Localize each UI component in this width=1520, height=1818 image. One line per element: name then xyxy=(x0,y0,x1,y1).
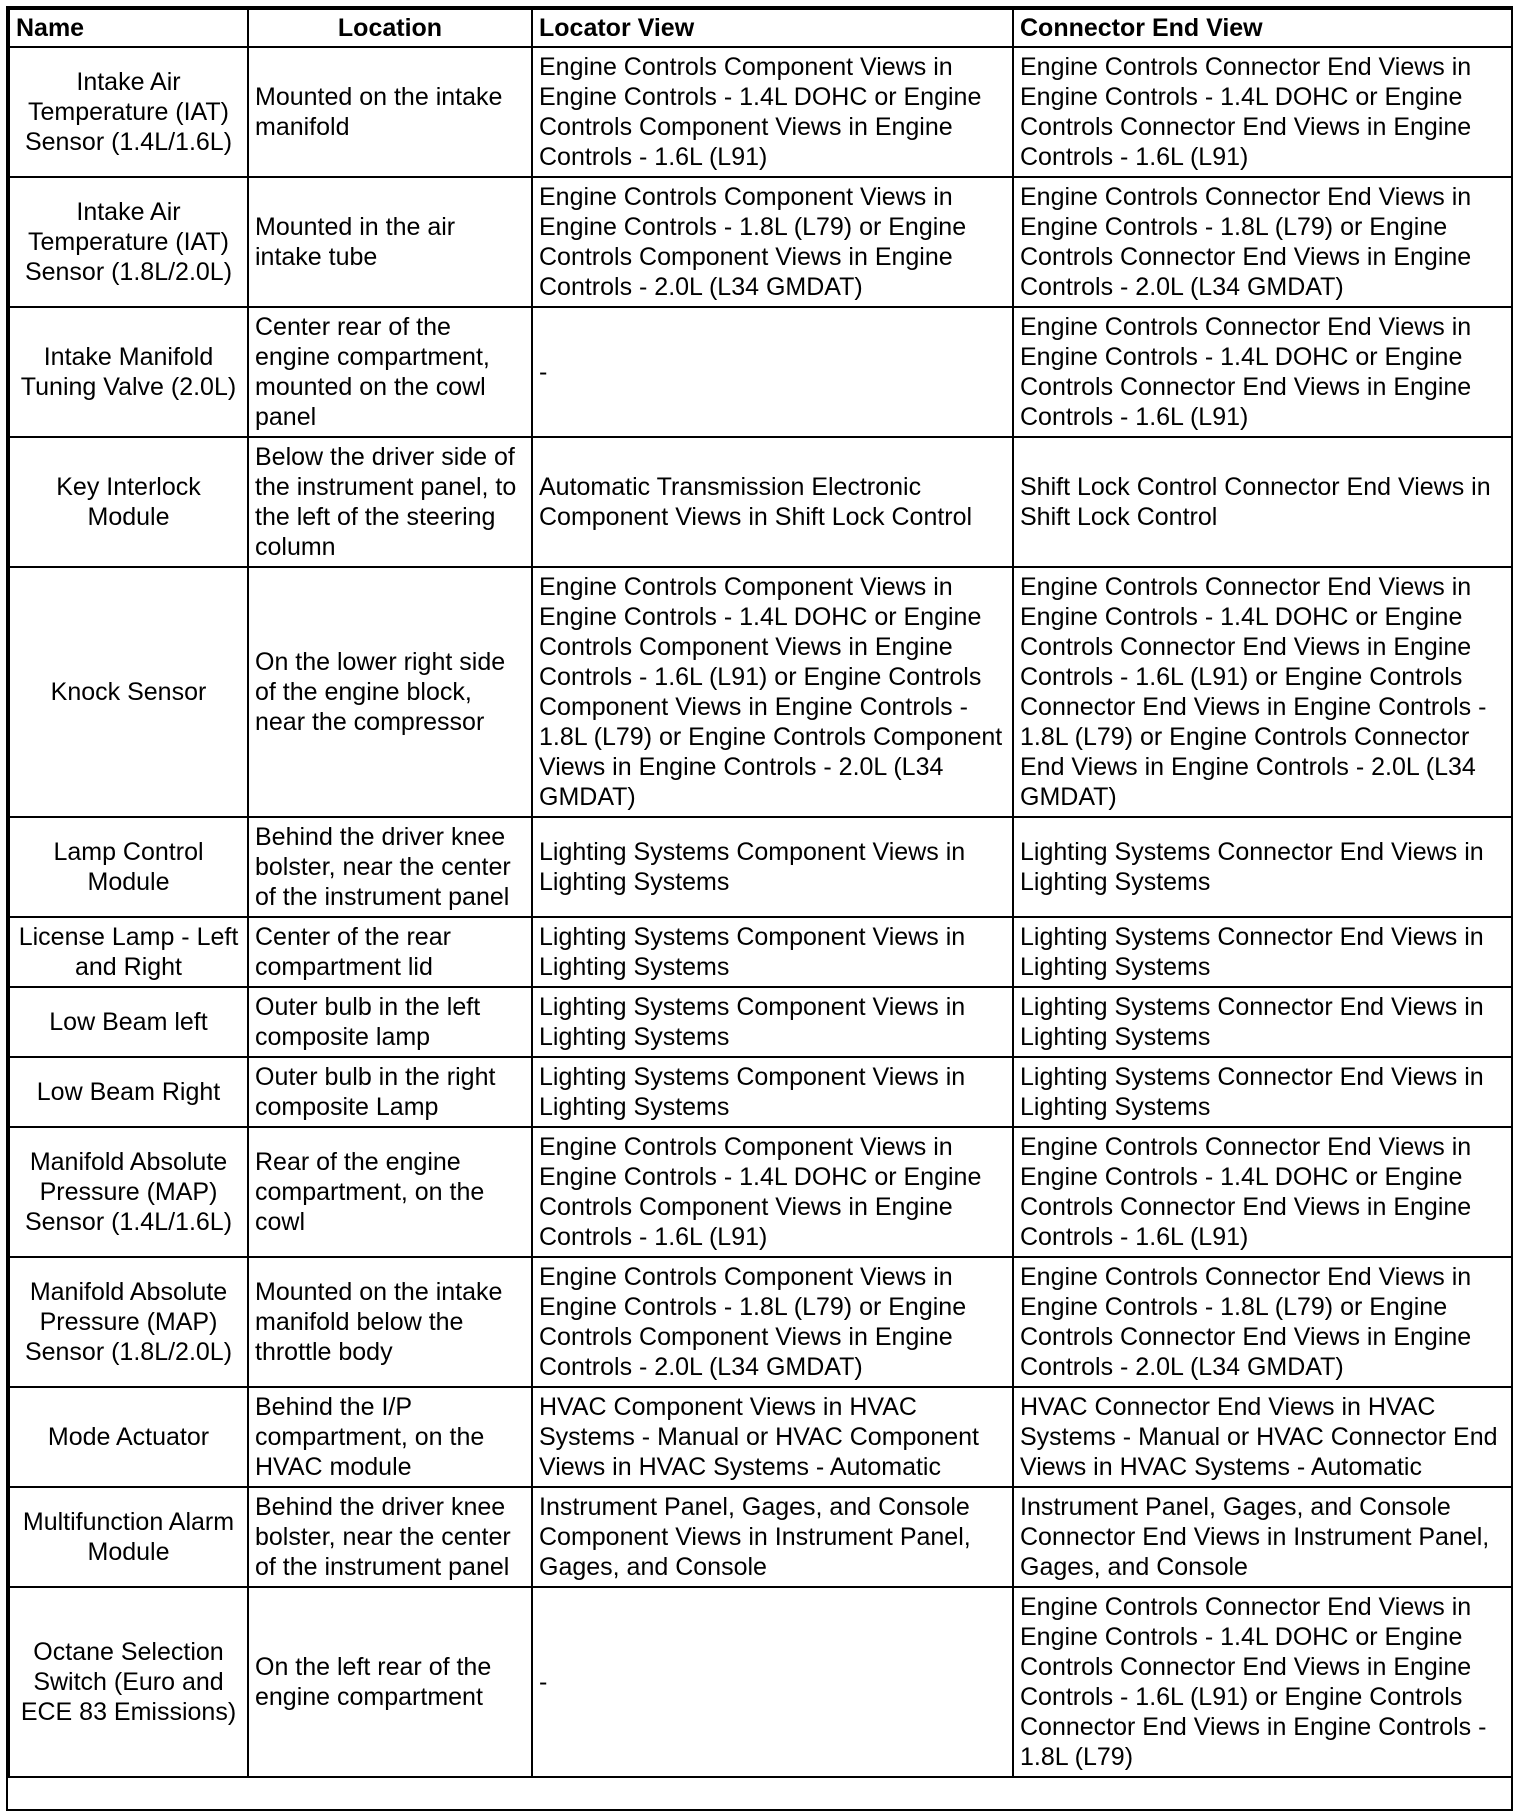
component-location: Mounted on the intake manifold xyxy=(248,47,532,177)
component-name: Low Beam left xyxy=(9,987,248,1057)
table-row xyxy=(9,1487,1512,1587)
component-location: Behind the driver knee bolster, near the center of the instrument panel xyxy=(248,817,532,917)
locator-view: Instrument Panel, Gages, and Console Component Views in Instrument Panel, Gages, and Console xyxy=(532,1487,1013,1587)
locator-view: Engine Controls Component Views in Engine Controls - 1.8L (L79) or Engine Controls Component Views in Engine Controls - 2.0L (L34 GMDAT) xyxy=(532,1257,1013,1387)
connector-end-view: Lighting Systems Connector End Views in Lighting Systems xyxy=(1013,987,1512,1057)
table-row xyxy=(9,1257,1512,1387)
table-header xyxy=(9,9,1512,47)
table-row xyxy=(9,567,1512,817)
table-row xyxy=(9,47,1512,177)
connector-end-view: Engine Controls Connector End Views in Engine Controls - 1.4L DOHC or Engine Controls Connector End Views in Engine Controls - 1.6L (L91) or Engine Controls Connector End Views in Engine Controls - 1.8L (L79) xyxy=(1013,1587,1512,1777)
table-row xyxy=(9,1587,1512,1777)
component-name: Manifold Absolute Pressure (MAP) Sensor (1.8L/2.0L) xyxy=(9,1257,248,1387)
table-row xyxy=(9,1057,1512,1127)
component-location: Outer bulb in the left composite lamp xyxy=(248,987,532,1057)
header-location: Location xyxy=(248,9,532,47)
component-location: Rear of the engine compartment, on the cowl xyxy=(248,1127,532,1257)
table-row xyxy=(9,987,1512,1057)
component-name: License Lamp - Left and Right xyxy=(9,917,248,987)
table-row xyxy=(9,917,1512,987)
table-row xyxy=(9,1387,1512,1487)
locator-view: Engine Controls Component Views in Engine Controls - 1.4L DOHC or Engine Controls Component Views in Engine Controls - 1.6L (L91) xyxy=(532,1127,1013,1257)
connector-end-view: Engine Controls Connector End Views in Engine Controls - 1.4L DOHC or Engine Controls Connector End Views in Engine Controls - 1.6L (L91) xyxy=(1013,47,1512,177)
component-location: On the lower right side of the engine block, near the compressor xyxy=(248,567,532,817)
locator-view: Automatic Transmission Electronic Component Views in Shift Lock Control xyxy=(532,437,1013,567)
connector-end-view: Engine Controls Connector End Views in Engine Controls - 1.4L DOHC or Engine Controls Connector End Views in Engine Controls - 1.6L (L91) or Engine Controls Connector End Views in Engine Controls - 1.8L (L79) or Engine Controls Connector End Views in Engine Controls - 2.0L (L34 GMDAT) xyxy=(1013,567,1512,817)
connector-end-view: Engine Controls Connector End Views in Engine Controls - 1.4L DOHC or Engine Controls Connector End Views in Engine Controls - 1.6L (L91) xyxy=(1013,307,1512,437)
component-name: Key Interlock Module xyxy=(9,437,248,567)
connector-end-view: Instrument Panel, Gages, and Console Connector End Views in Instrument Panel, Gages, and Console xyxy=(1013,1487,1512,1587)
locator-view: Lighting Systems Component Views in Lighting Systems xyxy=(532,817,1013,917)
locator-view: - xyxy=(532,307,1013,437)
table-row xyxy=(9,817,1512,917)
connector-end-view: Shift Lock Control Connector End Views in Shift Lock Control xyxy=(1013,437,1512,567)
component-location: Behind the I/P compartment, on the HVAC module xyxy=(248,1387,532,1487)
connector-end-view: Lighting Systems Connector End Views in Lighting Systems xyxy=(1013,917,1512,987)
component-location: Center of the rear compartment lid xyxy=(248,917,532,987)
connector-end-view: Lighting Systems Connector End Views in Lighting Systems xyxy=(1013,1057,1512,1127)
component-name: Intake Air Temperature (IAT) Sensor (1.4L/1.6L) xyxy=(9,47,248,177)
header-name: Name xyxy=(9,9,248,47)
component-name: Lamp Control Module xyxy=(9,817,248,917)
component-location: Center rear of the engine compartment, mounted on the cowl panel xyxy=(248,307,532,437)
component-name: Manifold Absolute Pressure (MAP) Sensor (1.4L/1.6L) xyxy=(9,1127,248,1257)
component-name: Intake Air Temperature (IAT) Sensor (1.8L/2.0L) xyxy=(9,177,248,307)
header-row xyxy=(9,9,1512,47)
component-location: Mounted in the air intake tube xyxy=(248,177,532,307)
connector-end-view: Lighting Systems Connector End Views in Lighting Systems xyxy=(1013,817,1512,917)
table-body xyxy=(9,47,1512,1777)
component-location: Below the driver side of the instrument panel, to the left of the steering column xyxy=(248,437,532,567)
connector-end-view: Engine Controls Connector End Views in Engine Controls - 1.8L (L79) or Engine Controls Connector End Views in Engine Controls - 2.0L (L34 GMDAT) xyxy=(1013,177,1512,307)
component-location: On the left rear of the engine compartment xyxy=(248,1587,532,1777)
header-locator-view: Locator View xyxy=(532,9,1013,47)
locator-view: Lighting Systems Component Views in Lighting Systems xyxy=(532,987,1013,1057)
component-locator-table xyxy=(8,8,1513,1778)
locator-view: Engine Controls Component Views in Engine Controls - 1.4L DOHC or Engine Controls Component Views in Engine Controls - 1.6L (L91) or Engine Controls Component Views in Engine Controls - 1.8L (L79) or Engine Controls Component Views in Engine Controls - 2.0L (L34 GMDAT) xyxy=(532,567,1013,817)
connector-end-view: Engine Controls Connector End Views in Engine Controls - 1.8L (L79) or Engine Controls Connector End Views in Engine Controls - 2.0L (L34 GMDAT) xyxy=(1013,1257,1512,1387)
header-connector-end-view: Connector End View xyxy=(1013,9,1512,47)
component-location: Mounted on the intake manifold below the throttle body xyxy=(248,1257,532,1387)
connector-end-view: HVAC Connector End Views in HVAC Systems - Manual or HVAC Connector End Views in HVAC Systems - Automatic xyxy=(1013,1387,1512,1487)
component-name: Low Beam Right xyxy=(9,1057,248,1127)
locator-view: Lighting Systems Component Views in Lighting Systems xyxy=(532,917,1013,987)
locator-view: Engine Controls Component Views in Engine Controls - 1.4L DOHC or Engine Controls Component Views in Engine Controls - 1.6L (L91) xyxy=(532,47,1013,177)
component-name: Knock Sensor xyxy=(9,567,248,817)
component-name: Multifunction Alarm Module xyxy=(9,1487,248,1587)
locator-view: - xyxy=(532,1587,1013,1777)
locator-view: Lighting Systems Component Views in Lighting Systems xyxy=(532,1057,1013,1127)
connector-end-view: Engine Controls Connector End Views in Engine Controls - 1.4L DOHC or Engine Controls Connector End Views in Engine Controls - 1.6L (L91) xyxy=(1013,1127,1512,1257)
table-row xyxy=(9,177,1512,307)
table-row xyxy=(9,437,1512,567)
component-name: Octane Selection Switch (Euro and ECE 83 Emissions) xyxy=(9,1587,248,1777)
component-location: Behind the driver knee bolster, near the center of the instrument panel xyxy=(248,1487,532,1587)
table-row xyxy=(9,1127,1512,1257)
component-name: Intake Manifold Tuning Valve (2.0L) xyxy=(9,307,248,437)
locator-view: Engine Controls Component Views in Engine Controls - 1.8L (L79) or Engine Controls Component Views in Engine Controls - 2.0L (L34 GMDAT) xyxy=(532,177,1013,307)
component-location: Outer bulb in the right composite Lamp xyxy=(248,1057,532,1127)
table-row xyxy=(9,307,1512,437)
locator-view: HVAC Component Views in HVAC Systems - Manual or HVAC Component Views in HVAC Systems - Automatic xyxy=(532,1387,1013,1487)
component-name: Mode Actuator xyxy=(9,1387,248,1487)
